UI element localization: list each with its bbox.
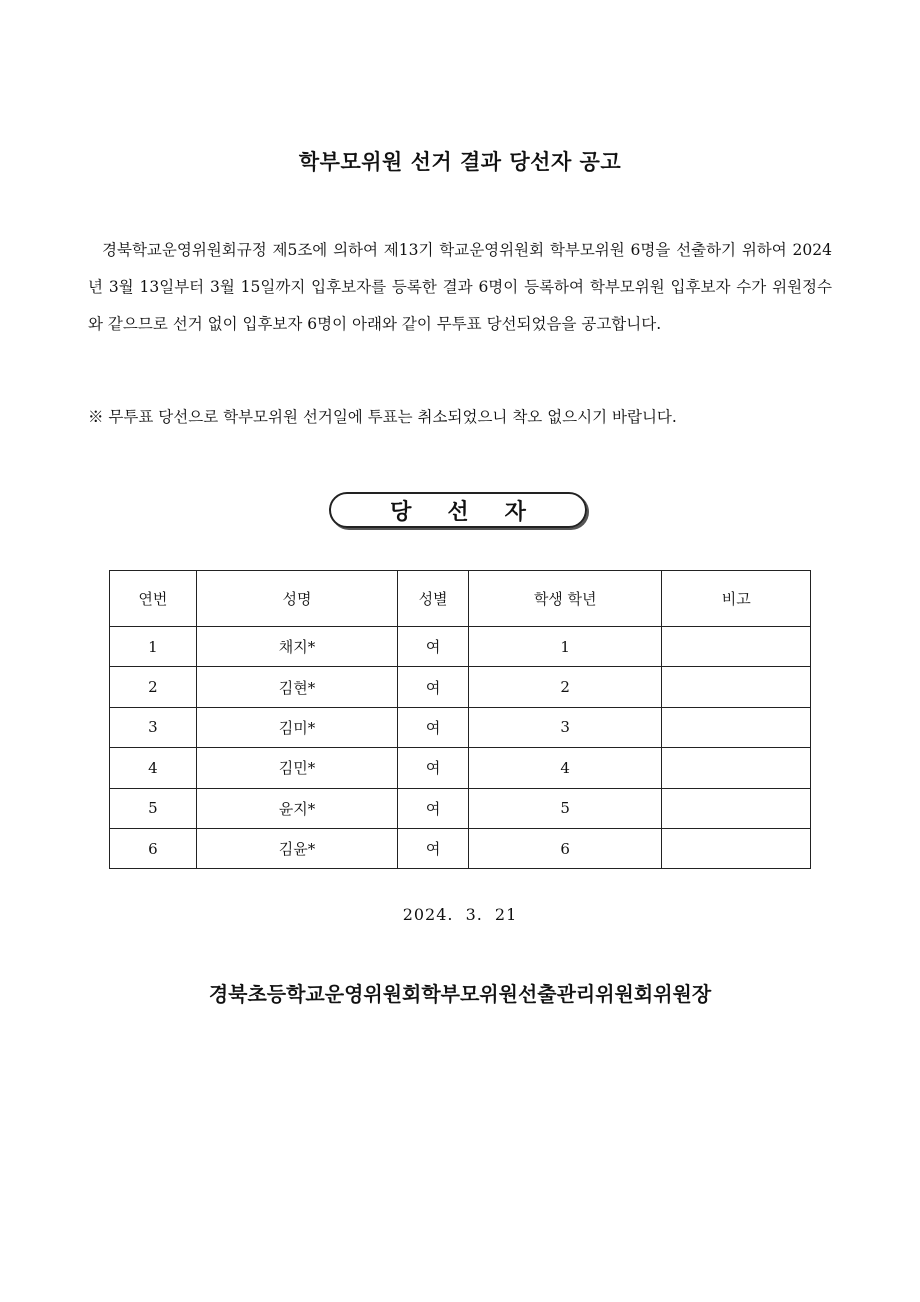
cell-name: 김민* bbox=[196, 748, 397, 788]
table-row bbox=[110, 788, 811, 828]
cell-number: 4 bbox=[110, 748, 197, 788]
cell-gender: 여 bbox=[398, 707, 469, 747]
cell-grade: 5 bbox=[468, 788, 661, 828]
table-header-row bbox=[110, 571, 811, 627]
cell-number: 6 bbox=[110, 828, 197, 868]
table-row bbox=[110, 828, 811, 868]
header-number: 연번 bbox=[110, 571, 197, 627]
notice-text: ※ 무투표 당선으로 학부모위원 선거일에 투표는 취소되었으니 착오 없으시기 바랍니다. bbox=[88, 408, 677, 426]
cell-grade: 4 bbox=[468, 748, 661, 788]
cell-grade: 3 bbox=[468, 707, 661, 747]
cell-remarks bbox=[662, 828, 811, 868]
cell-remarks bbox=[662, 788, 811, 828]
cell-remarks bbox=[662, 627, 811, 667]
table-row bbox=[110, 748, 811, 788]
header-gender: 성별 bbox=[398, 571, 469, 627]
header-grade: 학생 학년 bbox=[468, 571, 661, 627]
cell-gender: 여 bbox=[398, 748, 469, 788]
cell-remarks bbox=[662, 667, 811, 707]
cell-name: 김현* bbox=[196, 667, 397, 707]
announcement-paragraph bbox=[88, 232, 832, 343]
cell-name: 김윤* bbox=[196, 828, 397, 868]
cell-gender: 여 bbox=[398, 788, 469, 828]
announcement-date: 2024. 3. 21 bbox=[402, 905, 518, 924]
table-row bbox=[110, 667, 811, 707]
announcement-text: 경북학교운영위원회규정 제5조에 의하여 제13기 학교운영위원회 학부모위원 6명을 선출하기 위하여 2024년 3월 13일부터 3월 15일까지 입후보자를 등록한 결과 6명이 등록하여 학부모위원 입후보자 수가 위원정수와 같으므로 선거 없이 입후보자 6명이 아래와 같이 무투표 당선되었음을 공고합니다. bbox=[88, 241, 832, 333]
section-label-box: 당선자 bbox=[329, 492, 587, 528]
header-name: 성명 bbox=[196, 571, 397, 627]
cell-gender: 여 bbox=[398, 828, 469, 868]
cell-gender: 여 bbox=[398, 667, 469, 707]
table-row bbox=[110, 627, 811, 667]
page-title: 학부모위원 선거 결과 당선자 공고 bbox=[298, 150, 622, 174]
cell-grade: 1 bbox=[468, 627, 661, 667]
cell-number: 2 bbox=[110, 667, 197, 707]
cell-name: 채지* bbox=[196, 627, 397, 667]
cell-gender: 여 bbox=[398, 627, 469, 667]
header-remarks: 비고 bbox=[662, 571, 811, 627]
signer-title: 경북초등학교운영위원회학부모위원선출관리위원회위원장 bbox=[208, 982, 712, 1006]
cell-grade: 6 bbox=[468, 828, 661, 868]
cell-name: 김미* bbox=[196, 707, 397, 747]
cell-grade: 2 bbox=[468, 667, 661, 707]
cell-remarks bbox=[662, 707, 811, 747]
cell-remarks bbox=[662, 748, 811, 788]
table-row bbox=[110, 707, 811, 747]
cell-name: 윤지* bbox=[196, 788, 397, 828]
cell-number: 3 bbox=[110, 707, 197, 747]
cell-number: 1 bbox=[110, 627, 197, 667]
cell-number: 5 bbox=[110, 788, 197, 828]
winners-table bbox=[109, 570, 811, 869]
